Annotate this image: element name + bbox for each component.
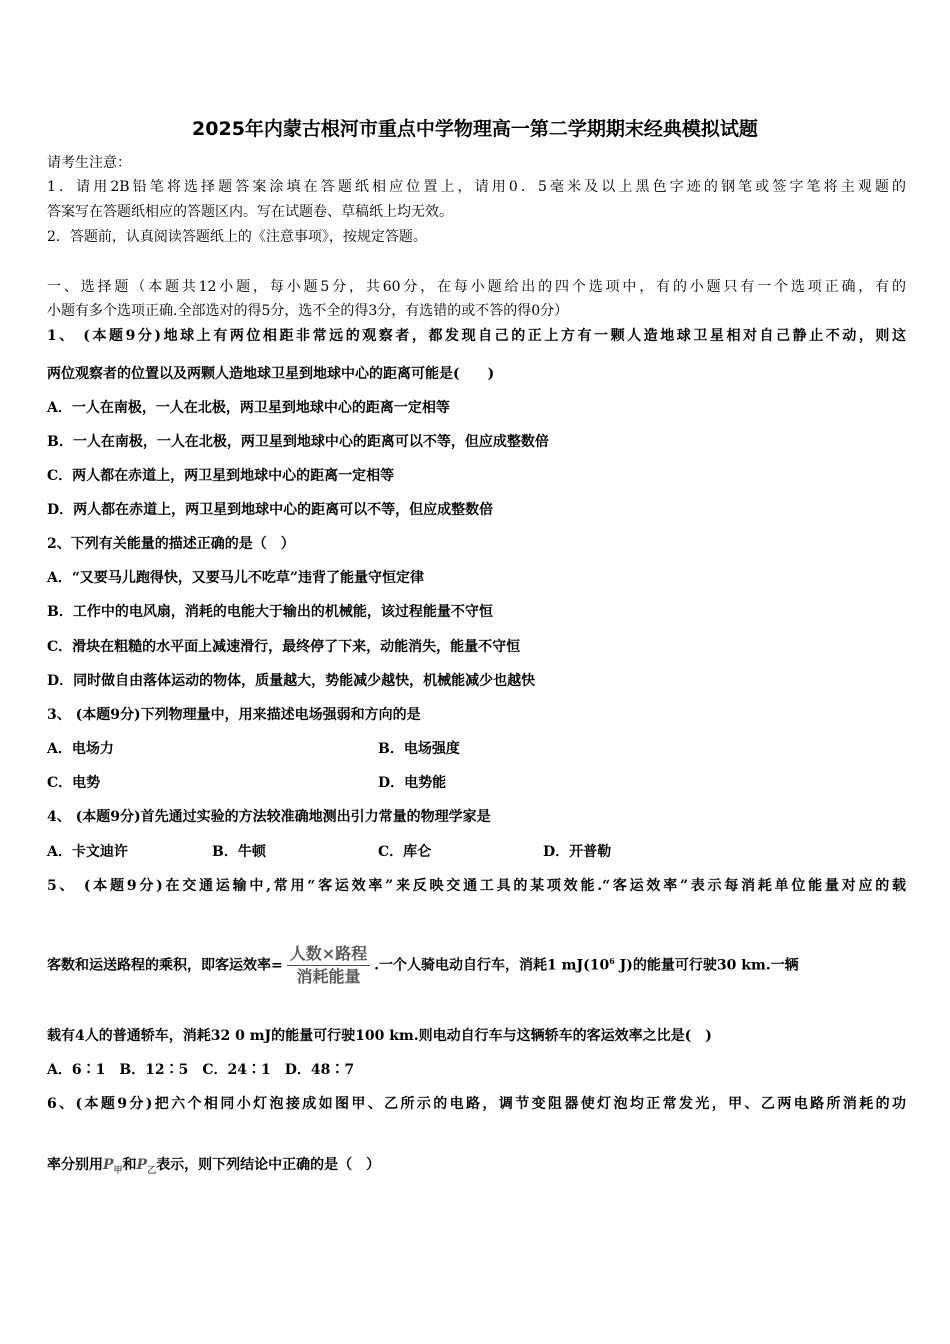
q6-prefix: 率分别用 [47,1157,103,1173]
q2-stem: 2、下列有关能量的描述正确的是（ ） [47,536,295,552]
q6-stem-line-2 [47,1152,906,1184]
q4-option-c: C．库仑 [378,844,432,860]
q3-option-c: C．电势 [47,775,101,791]
q4-option-b: B．牛顿 [212,844,266,860]
formula-numerator: 人数×路程 [287,944,370,966]
q1-option-c: C．两人都在赤道上，两卫星到地球中心的距离一定相等 [47,468,395,484]
q2-option-a: A．“又要马儿跑得快，又要马儿不吃草”违背了能量守恒定律 [47,570,424,586]
q5-stem-line-2 [47,943,906,987]
q6-stem-line-1: 6、(本题9分)把六个相同小灯泡接成如图甲、乙所示的电路，调节变阻器使灯泡均正常发光，甲、乙两电路所消耗的功 [47,1096,906,1112]
q3-option-a: A．电场力 [47,741,114,757]
section-heading-line-2: 小题有多个选项正确.全部选对的得5分，选不全的得3分，有选错的或不答的得0分） [47,303,569,319]
q2-option-b: B．工作中的电风扇，消耗的电能大于输出的机械能，该过程能量不守恒 [47,604,493,620]
q4-option-a: A．卡文迪许 [47,844,128,860]
q1-option-a: A．一人在南极，一人在北极，两卫星到地球中心的距离一定相等 [47,400,450,416]
q5-formula-suffix-a: .一个人骑电动自行车，消耗1 mJ(10 [374,957,610,974]
q5-formula-prefix: 客数和运送路程的乘积，即客运效率= [47,957,283,974]
q6-suffix: 表示，则下列结论中正确的是（ ） [156,1157,381,1173]
q1-stem-line-1: 1、 (本题9分)地球上有两位相距非常远的观察者，都发现自己的正上方有一颗人造地球卫星相对自己静止不动，则这 [47,328,906,344]
passenger-efficiency-formula [287,944,370,987]
power-symbol-jia: $P_甲$ [103,1157,123,1176]
q1-option-b: B．一人在南极，一人在北极，两卫星到地球中心的距离可以不等，但应成整数倍 [47,434,549,450]
q4-stem: 4、 (本题9分)首先通过实验的方法较准确地测出引力常量的物理学家是 [47,809,491,825]
q1-stem-line-2: 两位观察者的位置以及两颗人造地球卫星到地球中心的距离可能是( ) [47,366,495,382]
notice-item-1-line-1: 1．请用2B铅笔将选择题答案涂填在答题纸相应位置上，请用0．5毫米及以上黑色字迹的钢笔或签字笔将主观题的 [47,179,906,195]
q5-stem-line-1: 5、 (本题9分)在交通运输中,常用“客运效率”来反映交通工具的某项效能.“客运效率”表示每消耗单位能量对应的载 [47,878,906,894]
q3-option-b: B．电场强度 [378,741,460,757]
notice-heading: 请考生注意： [47,155,131,171]
q5-formula-suffix-b: J)的能量可行驶30 km.一辆 [614,957,799,974]
notice-item-2: 2．答题前，认真阅读答题纸上的《注意事项》，按规定答题。 [47,229,427,245]
q5-options: A．6∶1 B．12∶5 C．24∶1 D．48∶7 [47,1062,355,1078]
notice-item-1-line-2: 答案写在答题纸相应的答题区内。写在试题卷、草稿纸上均无效。 [47,204,453,220]
q4-option-d: D．开普勒 [543,844,612,860]
q3-stem: 3、 (本题9分)下列物理量中，用来描述电场强弱和方向的是 [47,707,421,723]
section-heading-line-1: 一、选择题（本题共12小题，每小题5分，共60分，在每小题给出的四个选项中，有的小题只有一个选项正确，有的 [47,279,906,295]
q2-option-c: C．滑块在粗糙的水平面上减速滑行，最终停了下来，动能消失，能量不守恒 [47,639,521,655]
page-title: 2025年内蒙古根河市重点中学物理高一第二学期期末经典模拟试题 [192,118,758,140]
formula-denominator: 消耗能量 [296,967,361,987]
q6-and: 和 [122,1157,137,1173]
q5-stem-line-3: 载有4人的普通轿车，消耗32 0 mJ的能量可行驶100 km.则电动自行车与这辆轿车的客运效率之比是( ) [47,1028,712,1044]
q1-option-d: D．两人都在赤道上，两卫星到地球中心的距离可以不等，但应成整数倍 [47,502,494,518]
q3-option-d: D．电势能 [378,775,447,791]
power-symbol-yi: $P_乙$ [136,1157,157,1176]
q5-exponent: 6 [609,956,615,966]
q2-option-d: D．同时做自由落体运动的物体，质量越大，势能减少越快，机械能减少也越快 [47,673,536,689]
